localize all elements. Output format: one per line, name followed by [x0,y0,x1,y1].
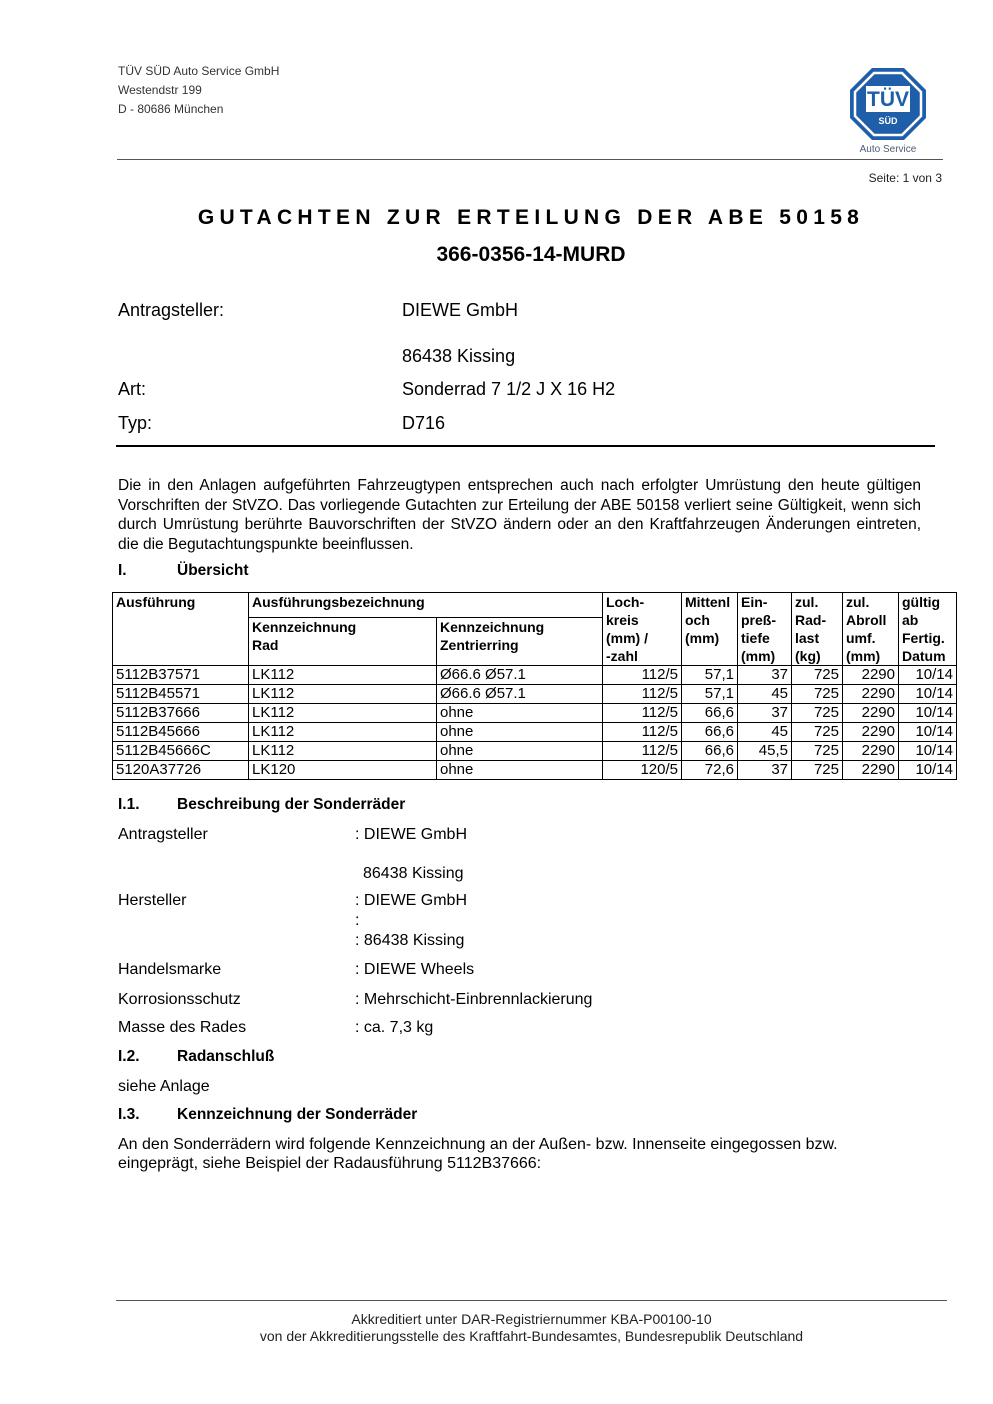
table-cell: Ø66.6 Ø57.1 [437,685,603,704]
header-text-line: kreis [606,612,639,628]
header-ausfuehrung: Ausführung [113,593,249,666]
table-cell: ohne [437,704,603,723]
art-value: Sonderrad 7 1/2 J X 16 H2 [402,379,616,399]
table-cell: 120/5 [603,761,682,780]
desc-corrosion-label: Korrosionsschutz [118,991,241,1008]
header-text-line: umf. [846,630,876,646]
table-cell: 5112B45571 [113,685,249,704]
table-cell: Ø66.6 Ø57.1 [437,666,603,685]
table-row [113,723,957,742]
overview-table [112,592,957,780]
header-text-line: Loch- [606,594,645,610]
company-city: D - 80686 München [118,102,224,116]
section-1-3-title: Kennzeichnung der Sonderräder [177,1106,418,1123]
header-text-line: Zentrierring [440,636,519,653]
header-text-line: preß- [741,612,776,628]
header-text-line: Ein- [741,594,768,610]
header-text-line: Mittenl [685,594,731,610]
header-abrollumfang [843,593,899,666]
table-cell: 2290 [843,666,899,685]
table-cell: LK120 [249,761,437,780]
table-cell: 5112B45666 [113,723,249,742]
section-1-3-line-1: An den Sonderrädern wird folgende Kennzeichnung an der Außen- bzw. Innenseite eingegossen bzw. [118,1136,838,1153]
header-bezeichnung: Ausführungsbezeichnung [249,593,603,618]
header-text-line: -zahl [606,648,638,664]
table-cell: LK112 [249,666,437,685]
desc-manufacturer-city: : 86438 Kissing [355,932,465,949]
desc-applicant-label: Antragsteller [118,826,208,843]
table-cell: 10/14 [899,761,957,780]
table-cell: 10/14 [899,666,957,685]
header-text-line: tiefe [741,630,770,646]
desc-applicant-value: : DIEWE GmbH [355,826,468,843]
table-cell: LK112 [249,742,437,761]
header-radlast [792,593,843,666]
header-text-line: (mm) [741,648,776,664]
header-einpresstiefe [738,593,792,666]
table-cell: ohne [437,761,603,780]
table-cell: 66,6 [682,742,738,761]
table-cell: 725 [792,723,843,742]
table-cell: 112/5 [603,742,682,761]
header-gueltig [899,593,957,666]
table-cell: 72,6 [682,761,738,780]
section-1-2-number: I.2. [118,1048,140,1065]
footer-divider [116,1300,947,1301]
header-text-line: Rad [252,636,279,653]
desc-applicant-city: 86438 Kissing [363,865,464,882]
table-cell: 66,6 [682,723,738,742]
table-cell: 725 [792,704,843,723]
table-row [113,666,957,685]
table-cell: 2290 [843,742,899,761]
table-cell: 45,5 [738,742,792,761]
table-cell: 37 [738,761,792,780]
section-1-1-title: Beschreibung der Sonderräder [177,796,406,813]
applicant-city: 86438 Kissing [402,346,516,366]
company-name: TÜV SÜD Auto Service GmbH [118,64,280,78]
header-text-line: Fertig. [902,630,945,646]
header-text-line: Kennzeichnung [252,618,357,635]
table-row [113,761,957,780]
logo-caption: Auto Service [859,144,917,155]
header-mittenloch [682,593,738,666]
table-header-row [113,593,957,618]
table-cell: 725 [792,685,843,704]
page-number: Seite: 1 von 3 [868,171,942,185]
table-cell: 37 [738,704,792,723]
table-cell: 112/5 [603,666,682,685]
section-1-3-number: I.3. [118,1106,140,1123]
header-divider [117,159,943,160]
table-cell: 37 [738,666,792,685]
table-cell: LK112 [249,685,437,704]
footer-line-2: von der Akkreditierungsstelle des Kraftfahrt-Bundesamtes, Bundesrepublik Deutschland [259,1328,804,1344]
section-1-2-title: Radanschluß [177,1048,275,1065]
table-cell: 5112B37666 [113,704,249,723]
section-1-title: Übersicht [177,562,249,579]
table-cell: 725 [792,742,843,761]
table-cell: 66,6 [682,704,738,723]
header-kz-zentrierring [437,617,603,665]
table-cell: 112/5 [603,704,682,723]
table-cell: 5112B45666C [113,742,249,761]
desc-corrosion-value: : Mehrschicht-Einbrennlackierung [355,991,593,1008]
table-cell: 725 [792,761,843,780]
tuv-octagon-icon [846,64,930,144]
art-label: Art: [118,379,147,399]
section-1-1-number: I.1. [118,796,140,813]
logo-text-top: TÜV [867,88,909,111]
desc-mass-value: : ca. 7,3 kg [355,1019,434,1036]
table-cell: 5112B37571 [113,666,249,685]
table-cell: 2290 [843,723,899,742]
header-text-line: zul. [795,594,819,610]
header-text-line: Kennzeichnung [440,618,545,635]
company-street: Westendstr 199 [118,83,202,97]
header-text-line: gültig [902,594,941,610]
table-cell: 10/14 [899,742,957,761]
intro-paragraph: Die in den Anlagen aufgeführten Fahrzeugtypen entsprechen auch nach erfolgter Umrüstung den heute gültigen Vorschriften der StVZO. Das vorliegende Gutachten zur Erteilung der ABE 50158 verliert seine Gültigkeit, wenn sich durch Umrüstung berührte Bauvorschriften der StVZO ändern oder an den Kraftfahrzeugen Änderungen eintreten, die die Begutachtungspunkte beeinflussen. [118,477,921,553]
table-cell: ohne [437,723,603,742]
document-title: GUTACHTEN ZUR ERTEILUNG DER ABE 50158 [197,206,865,229]
desc-manufacturer-value: : DIEWE GmbH [355,892,468,909]
table-cell: 10/14 [899,704,957,723]
header-lochkreis [603,593,682,666]
table-cell: 725 [792,666,843,685]
table-row [113,685,957,704]
table-cell: 5120A37726 [113,761,249,780]
table-cell: 2290 [843,704,899,723]
tuv-sud-logo [846,64,930,162]
header-text-line: (mm) [846,648,881,664]
table-cell: 112/5 [603,723,682,742]
table-cell: 112/5 [603,685,682,704]
header-text-line: ab [902,612,919,628]
desc-brand-value: : DIEWE Wheels [355,961,475,978]
header-text-line: och [685,612,710,628]
table-cell: 10/14 [899,685,957,704]
header-text-line: (mm) [685,630,720,646]
header-text-line: last [795,630,820,646]
table-cell: 57,1 [682,666,738,685]
desc-manufacturer-label: Hersteller [118,892,187,909]
desc-manufacturer-colon: : [355,912,360,929]
table-cell: LK112 [249,723,437,742]
document-number: 366-0356-14-MURD [436,243,626,266]
company-address [118,62,279,119]
table-cell: 2290 [843,761,899,780]
section-1-2-text: siehe Anlage [118,1078,210,1095]
desc-mass-label: Masse des Rades [118,1019,247,1036]
applicant-label: Antragsteller: [118,300,225,320]
section-1-number: I. [118,562,127,579]
table-cell: 2290 [843,685,899,704]
typ-label: Typ: [118,413,153,433]
table-cell: LK112 [249,704,437,723]
table-row [113,704,957,723]
table-cell: ohne [437,742,603,761]
table-cell: 45 [738,685,792,704]
desc-brand-label: Handelsmarke [118,961,222,978]
typ-value: D716 [402,413,446,433]
header-text-line: Abroll [846,612,887,628]
header-text-line: (kg) [795,648,821,664]
header-text-line: zul. [846,594,870,610]
section-1-3-line-2: eingeprägt, siehe Beispiel der Radausführung 5112B37666: [118,1155,542,1172]
header-kz-rad [249,617,437,665]
table-cell: 57,1 [682,685,738,704]
header-text-line: (mm) / [606,630,648,646]
table-row [113,742,957,761]
applicant-name: DIEWE GmbH [402,300,519,320]
table-cell: 10/14 [899,723,957,742]
applicant-divider [116,445,935,447]
logo-text-bottom: SÜD [878,116,898,126]
header-text-line: Rad- [795,612,827,628]
header-text-line: Datum [902,648,946,664]
table-cell: 45 [738,723,792,742]
footer-line-1: Akkreditiert unter DAR-Registriernummer KBA-P00100-10 [351,1311,712,1327]
